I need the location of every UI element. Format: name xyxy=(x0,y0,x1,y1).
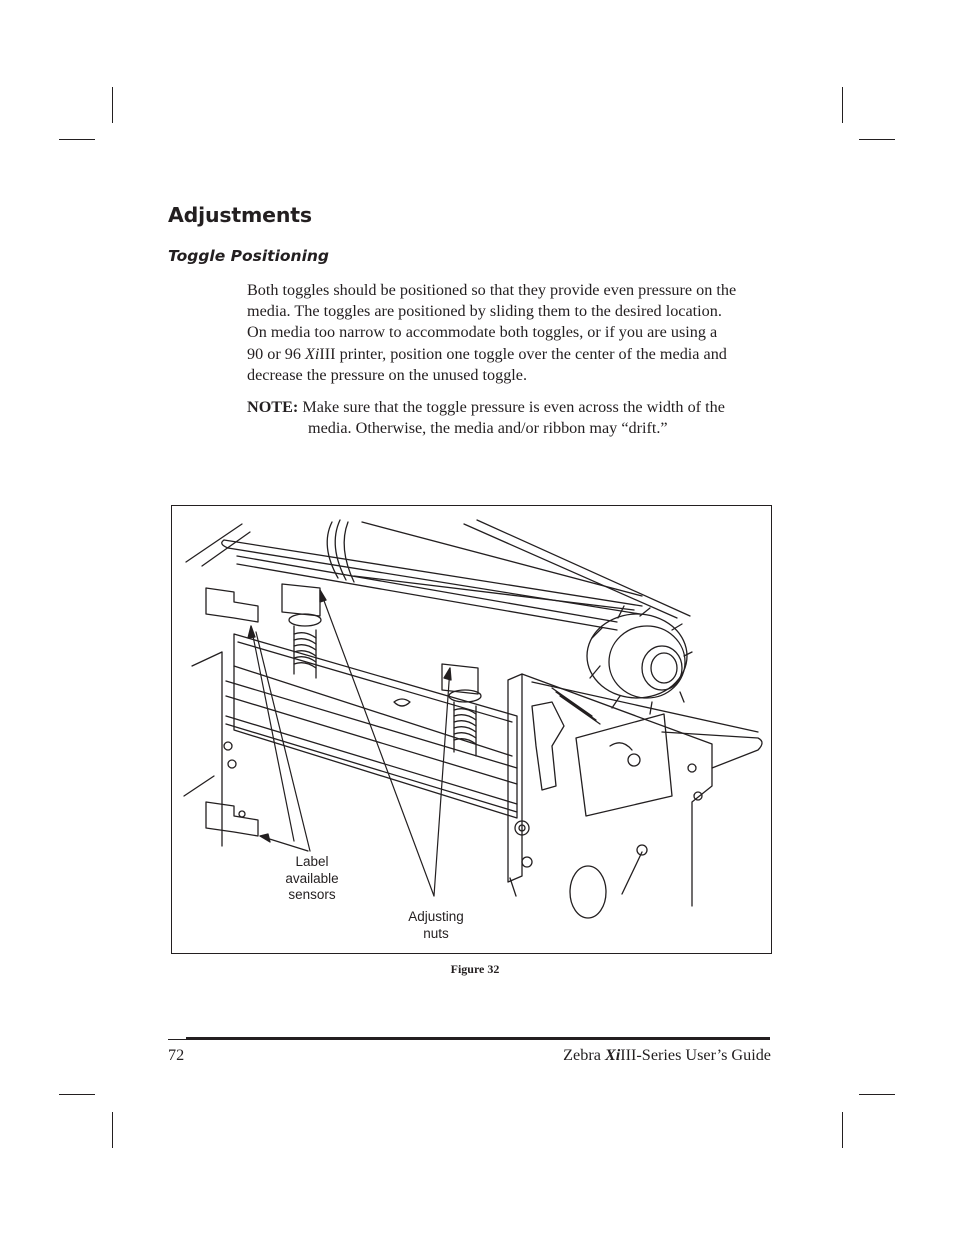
model-name-italic: Xi xyxy=(604,1046,621,1064)
paragraph-text: 90 or 96 xyxy=(247,344,305,363)
page-number: 72 xyxy=(168,1046,185,1064)
subsection-heading: Toggle Positioning xyxy=(168,247,330,265)
guide-title xyxy=(563,1046,771,1065)
note-label: NOTE: xyxy=(247,398,299,416)
crop-mark xyxy=(112,1112,113,1148)
paragraph-line: Both toggles should be positioned so that they provide even pressure on the xyxy=(247,281,737,299)
crop-mark xyxy=(112,87,113,123)
paragraph-line: media. The toggles are positioned by sliding them to the desired location. xyxy=(247,302,722,321)
figure-frame xyxy=(171,505,772,954)
callout-pointers xyxy=(251,590,450,896)
callout-adjusting-nuts: Adjusting nuts xyxy=(408,909,464,941)
figure-caption: Figure 32 xyxy=(450,962,500,976)
body-paragraph xyxy=(247,280,777,386)
footer-rule xyxy=(168,1039,770,1040)
note-line xyxy=(247,397,777,418)
printer-illustration xyxy=(172,506,771,953)
guide-text: Zebra xyxy=(563,1046,605,1064)
note-text: Make sure that the toggle pressure is even across the width of the xyxy=(298,398,725,416)
note-line: media. Otherwise, the media and/or ribbon may “drift.” xyxy=(308,419,668,438)
crop-mark xyxy=(859,139,895,140)
crop-mark xyxy=(859,1094,895,1095)
crop-mark xyxy=(59,139,95,140)
crop-mark xyxy=(59,1094,95,1095)
guide-text: III-Series User’s Guide xyxy=(620,1046,771,1064)
paragraph-text: III printer, position one toggle over the center of the media and xyxy=(319,344,727,363)
model-name-italic: Xi xyxy=(305,344,320,363)
paragraph-line xyxy=(247,344,777,365)
paragraph-line: On media too narrow to accommodate both toggles, or if you are using a xyxy=(247,323,718,342)
crop-mark xyxy=(842,1112,843,1148)
crop-mark xyxy=(842,87,843,123)
callout-label-sensors: Label available sensors xyxy=(285,854,339,902)
section-heading: Adjustments xyxy=(168,203,312,227)
paragraph-line: decrease the pressure on the unused toggle. xyxy=(247,365,528,384)
note-block xyxy=(247,397,777,439)
